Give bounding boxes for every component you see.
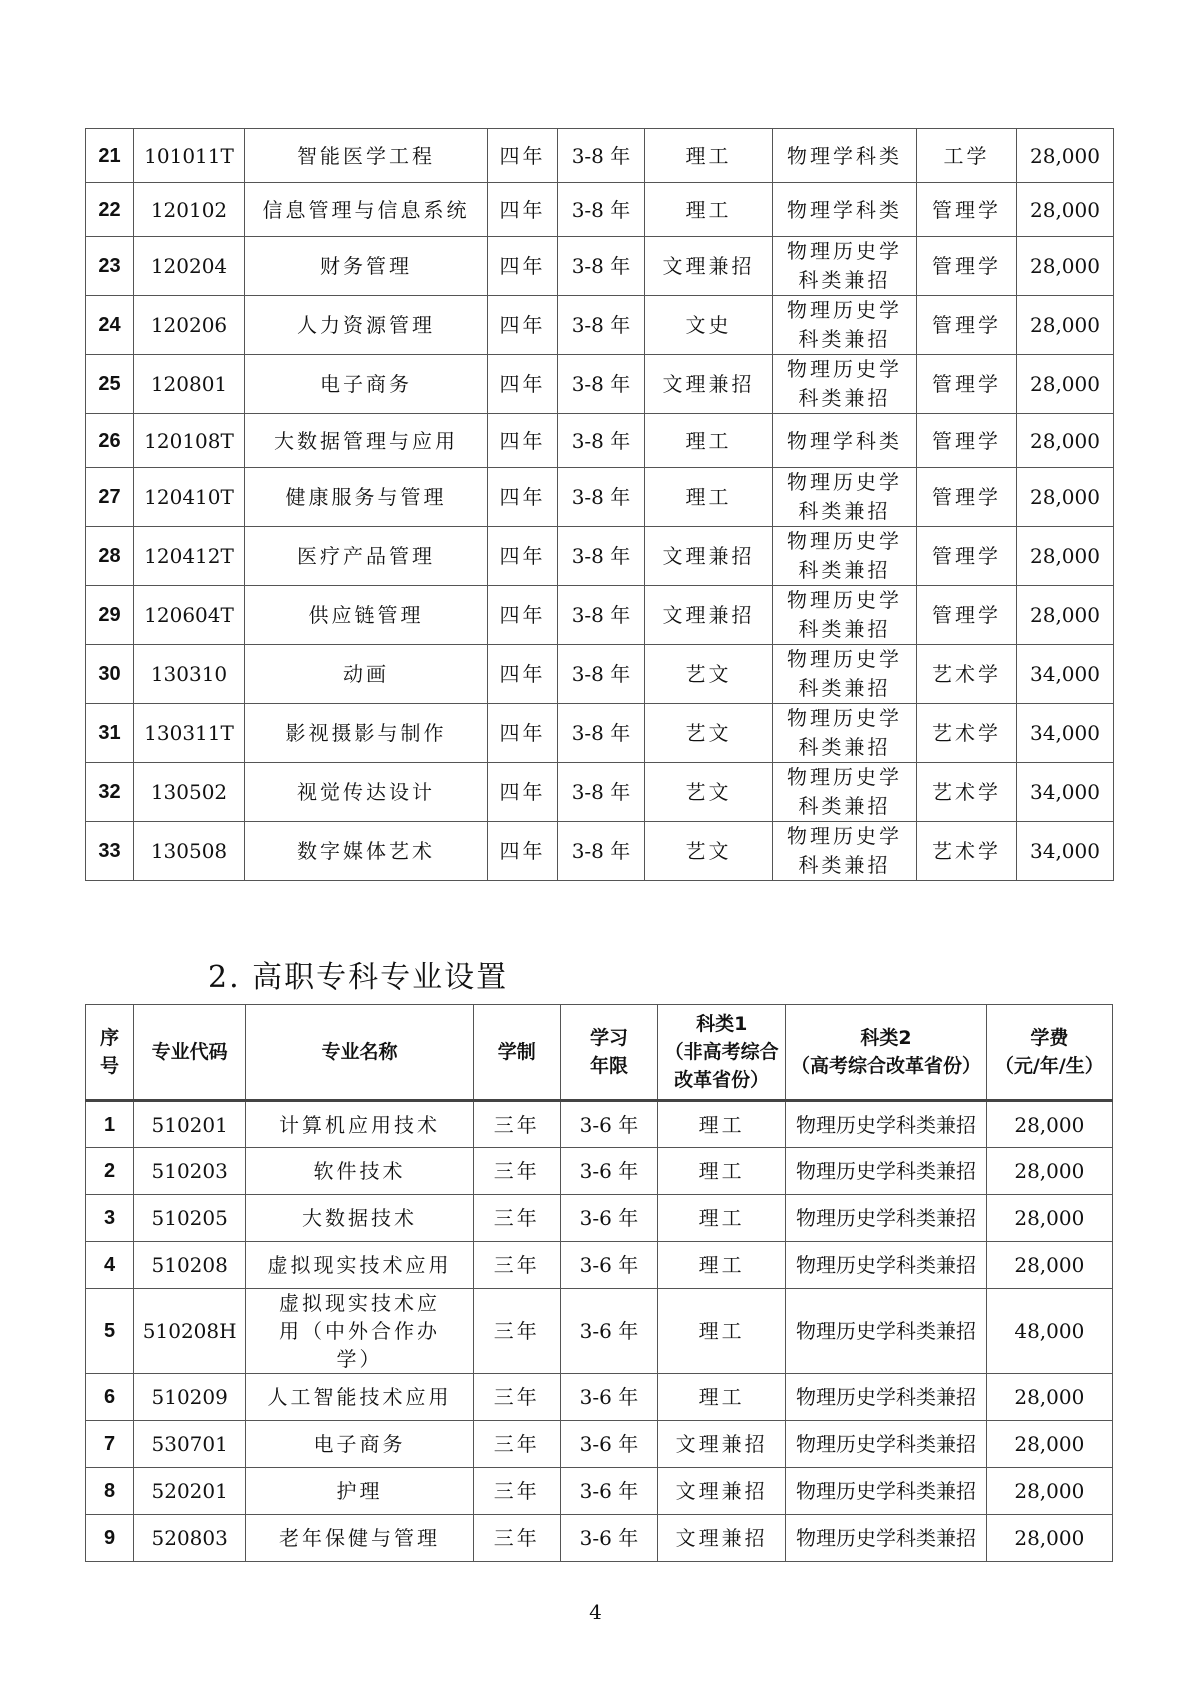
major-code: 120206 — [134, 296, 245, 355]
study-years: 3-6 年 — [560, 1515, 657, 1562]
duration: 三年 — [473, 1242, 560, 1289]
major-code: 120604T — [134, 586, 245, 645]
header-fee: 学费 （元/年/生） — [986, 1005, 1112, 1101]
major-name: 数字媒体艺术 — [245, 822, 488, 881]
degree: 管理学 — [917, 237, 1017, 296]
major-code: 120410T — [134, 468, 245, 527]
header-cat1: 科类1 （非高考综合 改革省份） — [658, 1005, 786, 1101]
major-name: 健康服务与管理 — [245, 468, 488, 527]
row-number: 1 — [86, 1101, 134, 1148]
major-name: 财务管理 — [245, 237, 488, 296]
major-name: 电子商务 — [246, 1421, 473, 1468]
duration: 三年 — [473, 1515, 560, 1562]
duration: 三年 — [473, 1421, 560, 1468]
category-1: 艺文 — [645, 704, 773, 763]
row-number: 25 — [86, 355, 134, 414]
category-1: 理工 — [658, 1148, 786, 1195]
major-name: 计算机应用技术 — [246, 1101, 473, 1148]
major-code: 510201 — [134, 1101, 246, 1148]
header-name: 专业名称 — [246, 1005, 473, 1101]
category-1: 艺文 — [645, 822, 773, 881]
major-code: 530701 — [134, 1421, 246, 1468]
tuition: 28,000 — [986, 1515, 1112, 1562]
duration: 三年 — [473, 1374, 560, 1421]
tuition: 28,000 — [1017, 296, 1114, 355]
table-row — [86, 1101, 1113, 1148]
major-name: 医疗产品管理 — [245, 527, 488, 586]
row-number: 7 — [86, 1421, 134, 1468]
row-number: 5 — [86, 1289, 134, 1374]
tuition: 28,000 — [986, 1374, 1112, 1421]
row-number: 31 — [86, 704, 134, 763]
major-name: 虚拟现实技术应用 — [246, 1242, 473, 1289]
row-number: 21 — [86, 129, 134, 183]
study-years: 3-6 年 — [560, 1468, 657, 1515]
major-name: 大数据管理与应用 — [245, 414, 488, 468]
study-years: 3-8 年 — [558, 645, 645, 704]
category-1: 理工 — [658, 1101, 786, 1148]
major-code: 520803 — [134, 1515, 246, 1562]
table1-body — [86, 129, 1114, 881]
row-number: 26 — [86, 414, 134, 468]
table-row — [86, 414, 1114, 468]
major-code: 510203 — [134, 1148, 246, 1195]
tuition: 28,000 — [986, 1195, 1112, 1242]
major-code: 510208H — [134, 1289, 246, 1374]
row-number: 22 — [86, 183, 134, 237]
major-name: 软件技术 — [246, 1148, 473, 1195]
study-years: 3-6 年 — [560, 1242, 657, 1289]
major-code: 520201 — [134, 1468, 246, 1515]
tuition: 28,000 — [1017, 183, 1114, 237]
category-1: 文史 — [645, 296, 773, 355]
category-1: 文理兼招 — [658, 1515, 786, 1562]
table-row — [86, 1242, 1113, 1289]
study-years: 3-8 年 — [558, 129, 645, 183]
category-1: 艺文 — [645, 763, 773, 822]
major-name: 动画 — [245, 645, 488, 704]
tuition: 28,000 — [1017, 527, 1114, 586]
duration: 四年 — [488, 237, 558, 296]
category-2: 物理历史学科类兼招 — [786, 1421, 986, 1468]
category-2: 物理历史学科类兼招 — [786, 1101, 986, 1148]
major-code: 130310 — [134, 645, 245, 704]
major-code: 510209 — [134, 1374, 246, 1421]
table-row — [86, 129, 1114, 183]
tuition: 28,000 — [986, 1468, 1112, 1515]
degree: 管理学 — [917, 183, 1017, 237]
degree: 管理学 — [917, 527, 1017, 586]
category-2: 物理学科类 — [773, 183, 917, 237]
degree: 艺术学 — [917, 822, 1017, 881]
row-number: 32 — [86, 763, 134, 822]
table-row — [86, 1289, 1113, 1374]
major-code: 120204 — [134, 237, 245, 296]
major-code: 130502 — [134, 763, 245, 822]
category-1: 文理兼招 — [645, 527, 773, 586]
category-2: 物理历史学科类兼招 — [773, 296, 917, 355]
major-name: 视觉传达设计 — [245, 763, 488, 822]
category-2: 物理历史学科类兼招 — [786, 1195, 986, 1242]
row-number: 23 — [86, 237, 134, 296]
major-name: 影视摄影与制作 — [245, 704, 488, 763]
degree: 艺术学 — [917, 704, 1017, 763]
category-2: 物理学科类 — [773, 414, 917, 468]
category-1: 文理兼招 — [645, 355, 773, 414]
table-row — [86, 296, 1114, 355]
study-years: 3-8 年 — [558, 822, 645, 881]
category-1: 理工 — [658, 1195, 786, 1242]
degree: 艺术学 — [917, 763, 1017, 822]
table-row — [86, 1468, 1113, 1515]
major-code: 120102 — [134, 183, 245, 237]
category-2: 物理历史学科类兼招 — [773, 822, 917, 881]
duration: 四年 — [488, 183, 558, 237]
major-name: 老年保健与管理 — [246, 1515, 473, 1562]
category-2: 物理历史学科类兼招 — [786, 1515, 986, 1562]
row-number: 28 — [86, 527, 134, 586]
tuition: 34,000 — [1017, 763, 1114, 822]
category-1: 理工 — [645, 414, 773, 468]
study-years: 3-8 年 — [558, 183, 645, 237]
category-2: 物理历史学科类兼招 — [773, 527, 917, 586]
table-row — [86, 822, 1114, 881]
major-name: 电子商务 — [245, 355, 488, 414]
degree: 工学 — [917, 129, 1017, 183]
table2-header — [86, 1005, 1113, 1101]
row-number: 6 — [86, 1374, 134, 1421]
study-years: 3-8 年 — [558, 586, 645, 645]
category-2: 物理历史学科类兼招 — [786, 1242, 986, 1289]
row-number: 27 — [86, 468, 134, 527]
degree: 管理学 — [917, 586, 1017, 645]
duration: 三年 — [473, 1289, 560, 1374]
table-row — [86, 237, 1114, 296]
major-code: 120412T — [134, 527, 245, 586]
duration: 四年 — [488, 822, 558, 881]
category-2: 物理历史学科类兼招 — [786, 1289, 986, 1374]
degree: 管理学 — [917, 468, 1017, 527]
row-number: 24 — [86, 296, 134, 355]
category-2: 物理历史学科类兼招 — [773, 355, 917, 414]
row-number: 8 — [86, 1468, 134, 1515]
vocational-majors-table — [85, 1004, 1113, 1562]
major-code: 101011T — [134, 129, 245, 183]
major-name: 护理 — [246, 1468, 473, 1515]
table-row — [86, 1374, 1113, 1421]
duration: 四年 — [488, 645, 558, 704]
table-row — [86, 1421, 1113, 1468]
degree: 管理学 — [917, 355, 1017, 414]
tuition: 34,000 — [1017, 645, 1114, 704]
tuition: 28,000 — [986, 1148, 1112, 1195]
major-name: 供应链管理 — [245, 586, 488, 645]
duration: 四年 — [488, 355, 558, 414]
duration: 四年 — [488, 468, 558, 527]
major-name: 人力资源管理 — [245, 296, 488, 355]
tuition: 48,000 — [986, 1289, 1112, 1374]
major-name: 信息管理与信息系统 — [245, 183, 488, 237]
study-years: 3-6 年 — [560, 1195, 657, 1242]
category-1: 文理兼招 — [658, 1421, 786, 1468]
category-1: 文理兼招 — [645, 237, 773, 296]
section-heading: 2. 高职专科专业设置 — [208, 960, 509, 995]
category-2: 物理历史学科类兼招 — [773, 763, 917, 822]
study-years: 3-8 年 — [558, 468, 645, 527]
degree: 管理学 — [917, 414, 1017, 468]
table-row — [86, 468, 1114, 527]
table-row — [86, 704, 1114, 763]
major-code: 120108T — [134, 414, 245, 468]
study-years: 3-8 年 — [558, 704, 645, 763]
tuition: 28,000 — [986, 1421, 1112, 1468]
major-code: 120801 — [134, 355, 245, 414]
tuition: 34,000 — [1017, 822, 1114, 881]
category-2: 物理历史学科类兼招 — [773, 237, 917, 296]
table-row — [86, 1195, 1113, 1242]
category-1: 艺文 — [645, 645, 773, 704]
category-1: 理工 — [658, 1289, 786, 1374]
page-number: 4 — [589, 1600, 602, 1624]
row-number: 3 — [86, 1195, 134, 1242]
category-2: 物理历史学科类兼招 — [786, 1374, 986, 1421]
major-name: 大数据技术 — [246, 1195, 473, 1242]
tuition: 28,000 — [1017, 468, 1114, 527]
row-number: 30 — [86, 645, 134, 704]
table-row — [86, 1148, 1113, 1195]
major-code: 130311T — [134, 704, 245, 763]
category-1: 理工 — [645, 183, 773, 237]
study-years: 3-8 年 — [558, 414, 645, 468]
degree: 管理学 — [917, 296, 1017, 355]
tuition: 28,000 — [1017, 355, 1114, 414]
header-system: 学制 — [473, 1005, 560, 1101]
tuition: 28,000 — [1017, 237, 1114, 296]
tuition: 28,000 — [1017, 586, 1114, 645]
duration: 四年 — [488, 763, 558, 822]
category-2: 物理历史学科类兼招 — [773, 586, 917, 645]
major-code: 510208 — [134, 1242, 246, 1289]
study-years: 3-8 年 — [558, 237, 645, 296]
major-code: 510205 — [134, 1195, 246, 1242]
category-2: 物理历史学科类兼招 — [786, 1468, 986, 1515]
duration: 四年 — [488, 586, 558, 645]
duration: 三年 — [473, 1195, 560, 1242]
table-row — [86, 355, 1114, 414]
major-name: 人工智能技术应用 — [246, 1374, 473, 1421]
category-2: 物理历史学科类兼招 — [786, 1148, 986, 1195]
duration: 三年 — [473, 1101, 560, 1148]
header-code: 专业代码 — [134, 1005, 246, 1101]
row-number: 29 — [86, 586, 134, 645]
table-row — [86, 183, 1114, 237]
duration: 四年 — [488, 129, 558, 183]
tuition: 34,000 — [1017, 704, 1114, 763]
header-no: 序 号 — [86, 1005, 134, 1101]
row-number: 4 — [86, 1242, 134, 1289]
undergraduate-majors-table — [85, 128, 1114, 881]
study-years: 3-6 年 — [560, 1421, 657, 1468]
tuition: 28,000 — [1017, 414, 1114, 468]
tuition: 28,000 — [986, 1101, 1112, 1148]
major-name: 虚拟现实技术应用（中外合作办学） — [246, 1289, 473, 1374]
category-2: 物理历史学科类兼招 — [773, 645, 917, 704]
category-1: 文理兼招 — [645, 586, 773, 645]
table-row — [86, 527, 1114, 586]
table-row — [86, 645, 1114, 704]
header-cat2: 科类2 （高考综合改革省份） — [786, 1005, 986, 1101]
degree: 艺术学 — [917, 645, 1017, 704]
table2-body — [86, 1101, 1113, 1562]
study-years: 3-8 年 — [558, 296, 645, 355]
table-row — [86, 1515, 1113, 1562]
study-years: 3-8 年 — [558, 355, 645, 414]
study-years: 3-6 年 — [560, 1289, 657, 1374]
major-code: 130508 — [134, 822, 245, 881]
duration: 三年 — [473, 1148, 560, 1195]
duration: 三年 — [473, 1468, 560, 1515]
study-years: 3-6 年 — [560, 1148, 657, 1195]
category-1: 文理兼招 — [658, 1468, 786, 1515]
duration: 四年 — [488, 414, 558, 468]
duration: 四年 — [488, 704, 558, 763]
row-number: 9 — [86, 1515, 134, 1562]
category-1: 理工 — [658, 1242, 786, 1289]
header-years: 学习 年限 — [560, 1005, 657, 1101]
study-years: 3-8 年 — [558, 527, 645, 586]
category-1: 理工 — [645, 129, 773, 183]
tuition: 28,000 — [986, 1242, 1112, 1289]
category-2: 物理历史学科类兼招 — [773, 468, 917, 527]
category-1: 理工 — [645, 468, 773, 527]
category-1: 理工 — [658, 1374, 786, 1421]
duration: 四年 — [488, 527, 558, 586]
category-2: 物理学科类 — [773, 129, 917, 183]
study-years: 3-6 年 — [560, 1101, 657, 1148]
table-row — [86, 586, 1114, 645]
row-number: 2 — [86, 1148, 134, 1195]
study-years: 3-8 年 — [558, 763, 645, 822]
study-years: 3-6 年 — [560, 1374, 657, 1421]
duration: 四年 — [488, 296, 558, 355]
category-2: 物理历史学科类兼招 — [773, 704, 917, 763]
major-name: 智能医学工程 — [245, 129, 488, 183]
table-row — [86, 763, 1114, 822]
tuition: 28,000 — [1017, 129, 1114, 183]
row-number: 33 — [86, 822, 134, 881]
